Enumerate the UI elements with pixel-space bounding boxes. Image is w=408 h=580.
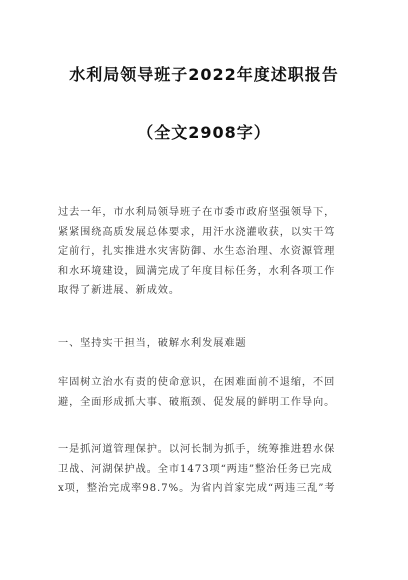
paragraph-line: 过去一年，市水利局领导班子在市委市政府坚强领导下， — [58, 207, 336, 218]
paragraph-line: 定前行，扎实推进水灾害防御、水生态治理、水资源管理 — [58, 246, 336, 257]
intro-paragraph — [58, 203, 350, 301]
section-heading — [58, 334, 350, 354]
body-paragraph — [58, 440, 350, 499]
paragraph-line: 和水环境建设，圆满完成了年度目标任务，水利各项工作 — [58, 265, 336, 277]
paragraph-line: 卫战、河湖保护战。全市1473项“两违”整治任务已完成 — [58, 463, 333, 475]
paragraph-line: x项，整治完成率98.7%。为省内首家完成“两违三乱”考 — [58, 483, 336, 494]
section-heading-text: 一、坚持实干担当，破解水利发展难题 — [58, 338, 247, 349]
document-title: 水利局领导班子2022年度述职报告 — [69, 65, 339, 84]
document-subtitle: （全文2908字） — [137, 123, 271, 142]
body-paragraph — [58, 373, 350, 412]
paragraph-line: 避，全面形成抓大事、破瓶颈、促发展的鲜明工作导向。 — [58, 396, 336, 408]
paragraph-line: 一是抓河道管理保护。以河长制为抓手，统筹推进碧水保 — [58, 444, 336, 455]
paragraph-line: 牢固树立治水有责的使命意识，在困难面前不退缩，不回 — [58, 377, 336, 388]
paragraph-line: 紧紧围绕高质发展总体要求，用汗水浇灌收获，以实干笃 — [58, 226, 336, 238]
paragraph-line: 取得了新进展、新成效。 — [58, 285, 180, 296]
